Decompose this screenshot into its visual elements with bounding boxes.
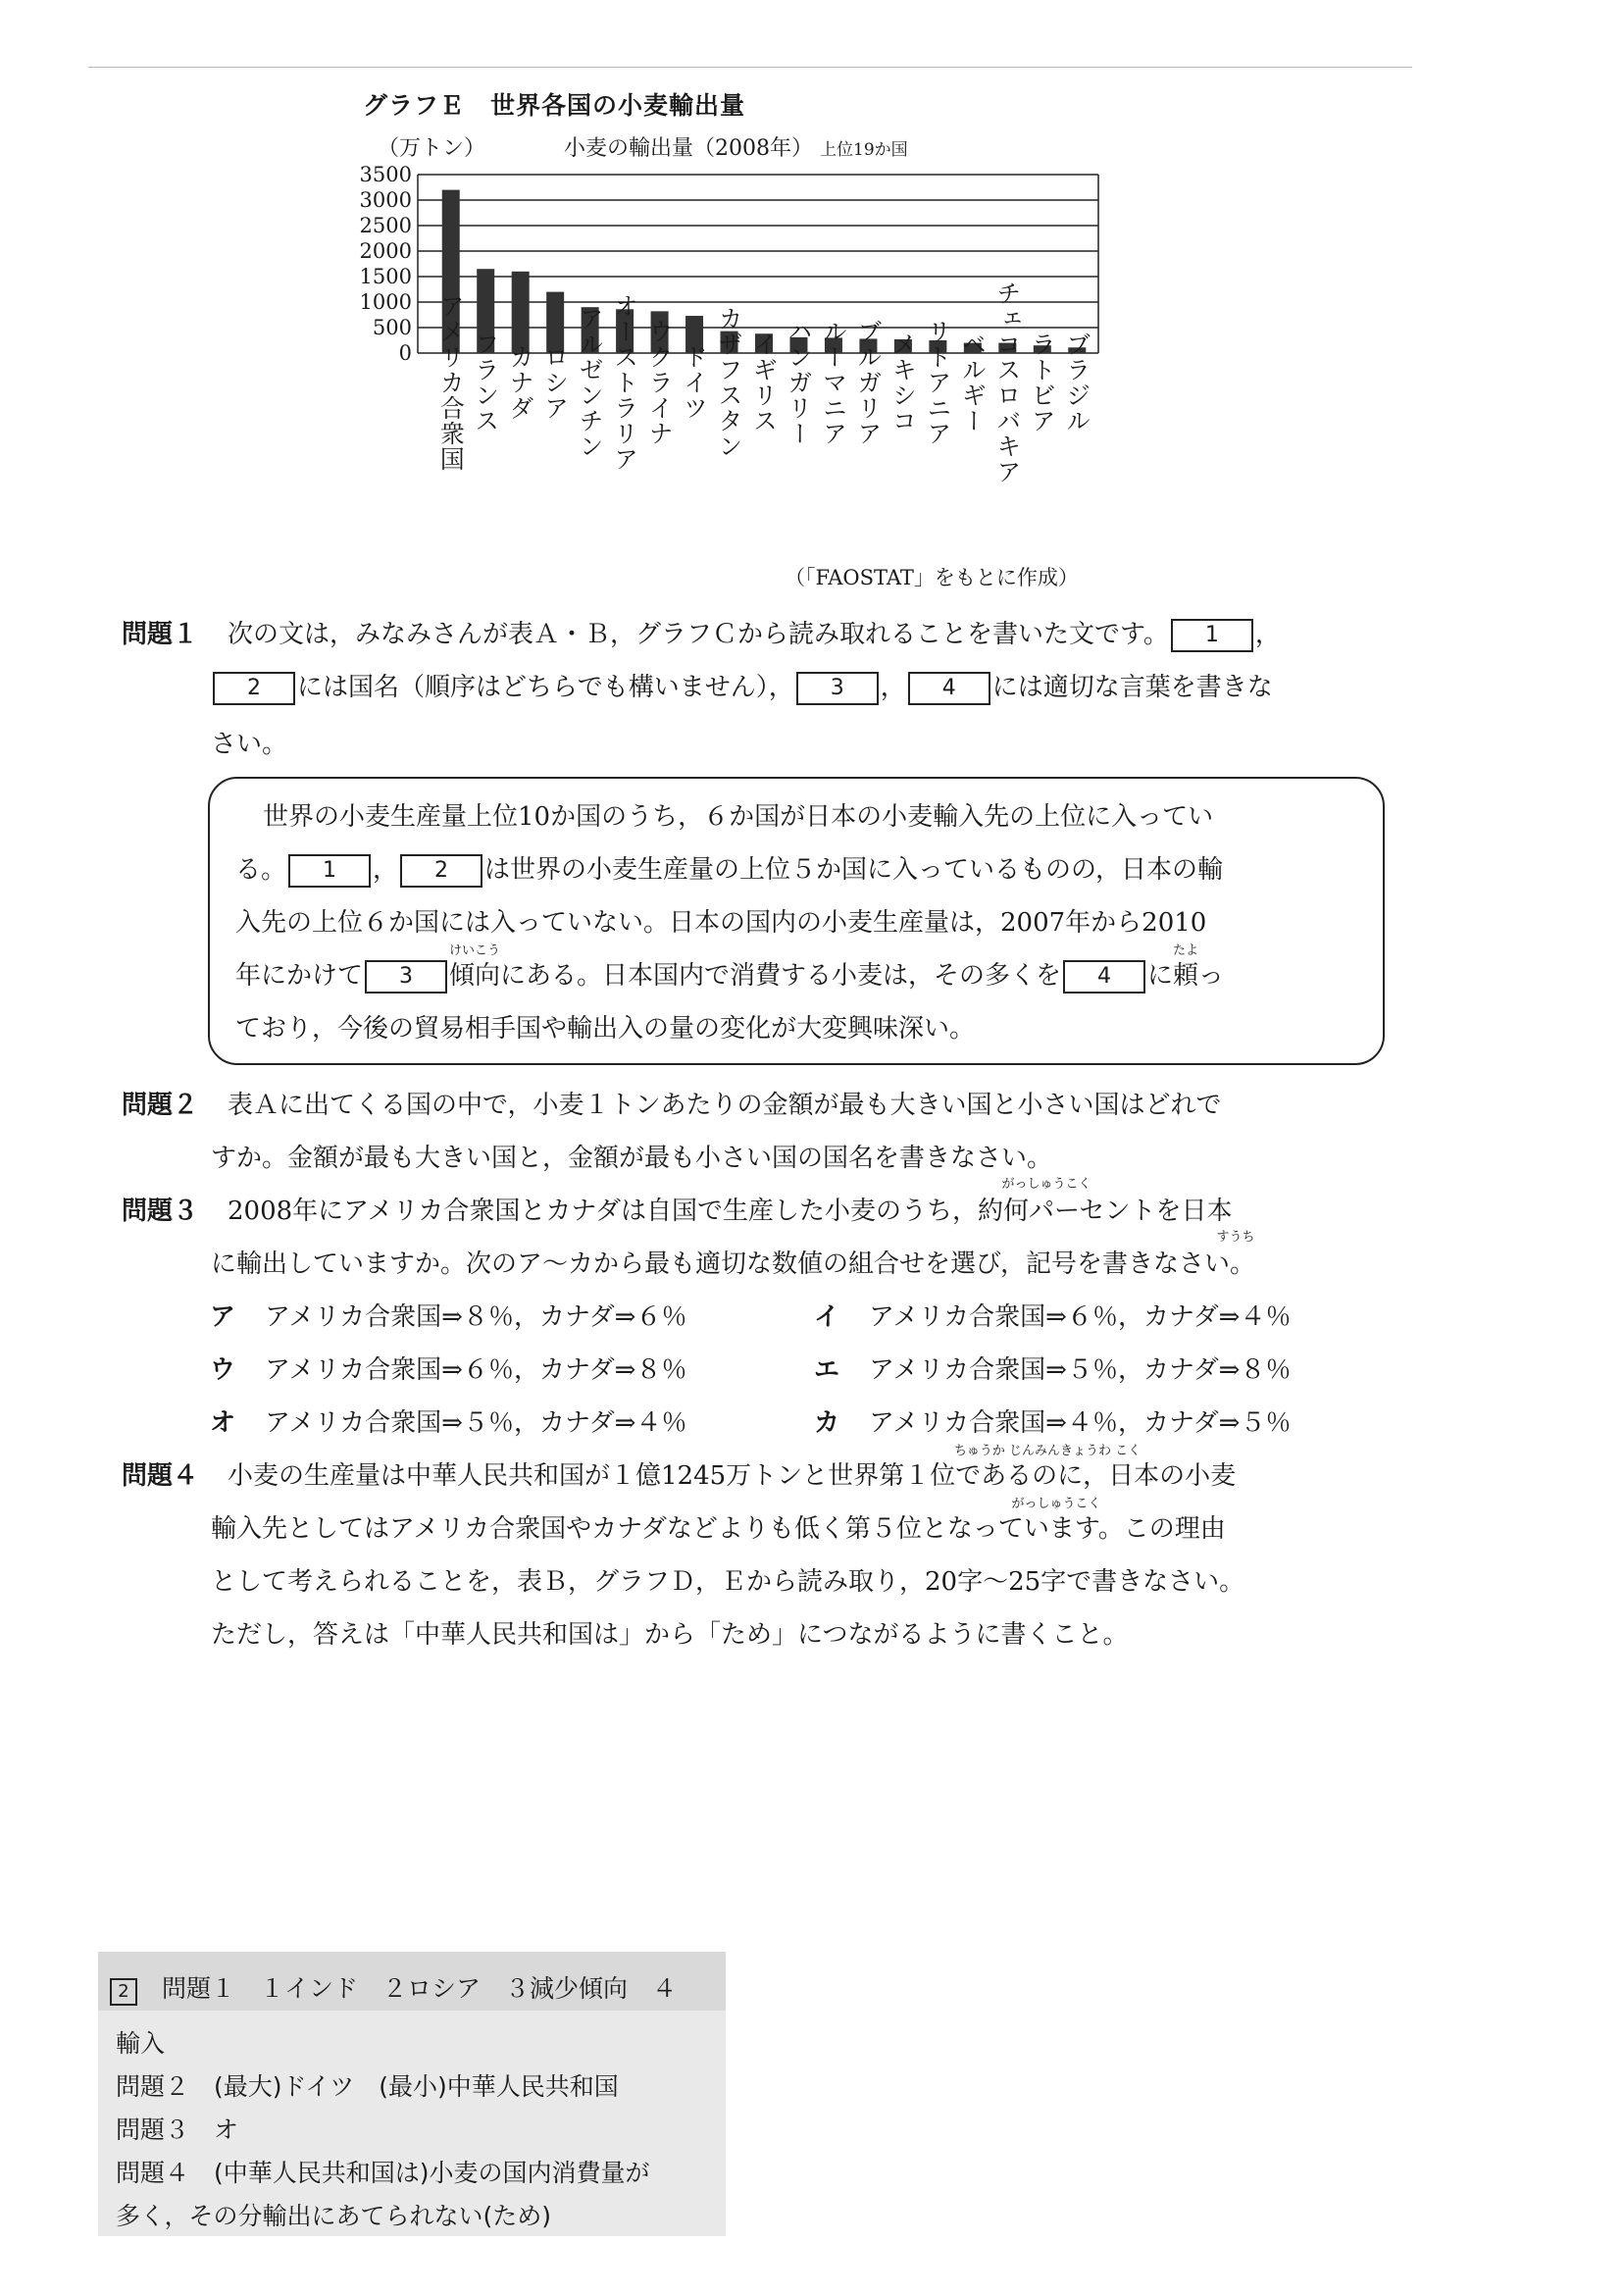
answer-box-3: 3 — [796, 672, 879, 705]
x-tick-label: オーストラリア — [610, 293, 639, 472]
x-tick-label: メキシコ — [888, 331, 918, 433]
x-tick-label: フランス — [471, 331, 500, 433]
q1-line1: 問題１ 次の文は，みなみさんが表Ａ・Ｂ，グラフＣから読み取れることを書いた文です。 1 ， — [122, 614, 1281, 652]
q1-text2b: には適切な言葉を書きな — [991, 673, 1273, 702]
passage-line4 — [235, 943, 1225, 994]
x-tick-label: ブラジル — [1062, 331, 1091, 433]
y-tick-label: 0 — [398, 341, 412, 365]
passage-l4a: 年にかけて — [235, 961, 364, 991]
q4-ruby2: がっしゅうこく — [1011, 1497, 1101, 1511]
q1-text2a: には国名（順序はどちらでも構いません）， — [297, 673, 794, 702]
passage-box-2: 2 — [400, 854, 482, 888]
graph-subtitle-small: 上位19か国 — [820, 140, 908, 160]
answer-box-4: 4 — [908, 672, 990, 705]
q3-line1 — [122, 1191, 1233, 1227]
answer-line5: 問題４ (中華人民共和国は)小麦の国内消費量が — [116, 2159, 650, 2187]
q3-text1: 2008年にアメリカ合衆国とカナダは自国で生産した小麦のうち，約何パーセントを日本 — [228, 1197, 1233, 1226]
ruby-keikou: けいこう — [449, 943, 501, 958]
passage-line2: る。 1 ， 2 は世界の小麦生産量の上位５か国に入っているものの，日本の輸 — [235, 849, 1223, 888]
bar — [512, 272, 530, 353]
y-tick-label: 2500 — [359, 214, 412, 237]
y-tick-label: 3000 — [359, 188, 412, 212]
choice-a: ア アメリカ合衆国⇒８％，カナダ⇒６％ — [210, 1302, 687, 1332]
x-tick-label: ブルガリア — [853, 319, 883, 446]
passage-l2a: る。 — [235, 855, 287, 885]
q1-line3: さい。 — [211, 730, 288, 759]
x-tick-label: ハンガリー — [784, 319, 813, 446]
passage-line3: 入先の上位６か国には入っていない。日本の国内の小麦生産量は，2007年から2010 — [235, 908, 1207, 938]
choice-o: オ アメリカ合衆国⇒５％，カナダ⇒４％ — [210, 1408, 687, 1438]
x-tick-label: ウクライナ — [645, 319, 675, 446]
choice-ka: カ アメリカ合衆国⇒４％，カナダ⇒５％ — [814, 1408, 1292, 1438]
q2-line1 — [122, 1085, 1221, 1121]
q4-line4: ただし，答えは「中華人民共和国は」から「ため」につながるように書くこと。 — [211, 1620, 1129, 1650]
x-tick-label: ベルギー — [958, 331, 988, 433]
x-tick-label: ルーマニア — [819, 319, 848, 446]
q3-ruby-gasshu: がっしゅうこく — [1001, 1177, 1091, 1192]
answer-line1: 2 問題１ １インド ２ロシア ３減少傾向 ４ — [110, 1969, 677, 2006]
q3-number: 問題３ — [122, 1197, 199, 1226]
y-tick-label: 3500 — [359, 163, 412, 186]
q4-line3: として考えられることを，表Ｂ，グラフＤ，Ｅから読み取り，20字～25字で書きなさい。 — [211, 1567, 1245, 1597]
q2-text1: 表Ａに出てくる国の中で，小麦１トンあたりの金額が最も大きい国と小さい国はどれで — [228, 1091, 1222, 1120]
q4-line2: 輸入先としてはアメリカ合衆国やカナダなどよりも低く第５位となっています。この理由 — [211, 1514, 1226, 1544]
q2-number: 問題２ — [122, 1091, 199, 1120]
q4-ruby1: ちゅうか じんみんきょうわ こく — [953, 1444, 1142, 1458]
passage-tayo: たよ に頼っ — [1147, 955, 1224, 992]
q1-line2: 2 には国名（順序はどちらでも構いません）， 3 ， 4 には適切な言葉を書きな — [211, 667, 1273, 705]
x-tick-label: イギリス — [749, 331, 779, 433]
q4-text1: 小麦の生産量は中華人民共和国が１億1245万トンと世界第１位であるのに，日本の小麦 — [228, 1461, 1237, 1491]
graph-source: （「FAOSTAT」をもとに作成） — [785, 566, 1079, 589]
q3-line2: に輸出していますか。次のア～カから最も適切な数値の組合せを選び，記号を書きなさい。 — [211, 1249, 1255, 1279]
q4-line1 — [122, 1455, 1236, 1492]
answer-box-2: 2 — [213, 672, 295, 705]
y-tick-label: 1000 — [359, 290, 412, 314]
x-tick-label: チェコスロバキア — [992, 280, 1022, 484]
passage-box-1: 1 — [288, 854, 371, 888]
graph-subtitle-main: 小麦の輸出量（2008年） — [564, 136, 813, 161]
answer-line6: 多く，その分輸出にあてられない(ため) — [116, 2202, 552, 2230]
answer-line2: 輸入 — [116, 2029, 166, 2058]
x-tick-label: アルゼンチン — [576, 306, 605, 459]
q1-number: 問題１ — [122, 620, 199, 649]
passage-box-3: 3 — [365, 960, 447, 994]
passage-l4c: にある。日本国内で消費する小麦は，その多くを — [500, 961, 1062, 991]
bar-chart — [343, 157, 1128, 569]
q2-line2: すか。金額が最も大きい国と，金額が最も小さい国の国名を書きなさい。 — [211, 1144, 1053, 1173]
x-tick-label: カザフスタン — [715, 306, 744, 459]
y-tick-label: 1500 — [359, 265, 412, 288]
y-tick-label: 500 — [372, 316, 412, 339]
x-tick-label: ラトビア — [1028, 331, 1057, 433]
q3-ruby-suuchi: すうち — [1216, 1230, 1255, 1245]
choice-i: イ アメリカ合衆国⇒６％，カナダ⇒４％ — [814, 1302, 1292, 1332]
top-rule — [88, 67, 1412, 68]
passage-keikou: けいこう 傾向 — [449, 955, 500, 992]
x-tick-label: ロシア — [540, 344, 570, 421]
graph-unit: （万トン） — [378, 136, 486, 161]
x-tick-label: カナダ — [506, 344, 535, 421]
passage-l2b: は世界の小麦生産量の上位５か国に入っているものの，日本の輸 — [484, 855, 1223, 885]
answer-line3: 問題２ (最大)ドイツ (最小)中華人民共和国 — [116, 2072, 619, 2101]
graph-title: グラフＥ 世界各国の小麦輸出量 — [363, 91, 746, 120]
passage-box-4: 4 — [1063, 960, 1145, 994]
choice-e: エ アメリカ合衆国⇒５％，カナダ⇒８％ — [814, 1355, 1292, 1385]
x-tick-label: アメリカ合衆国 — [436, 293, 466, 472]
y-tick-label: 2000 — [359, 239, 412, 263]
passage-line5: ており，今後の貿易相手国や輸出入の量の変化が大変興味深い。 — [235, 1014, 976, 1044]
answer-box-1: 1 — [1171, 619, 1253, 652]
passage-line1: 世界の小麦生産量上位10か国のうち，６か国が日本の小麦輸入先の上位に入ってい — [263, 802, 1214, 832]
x-tick-label: リトアニア — [923, 319, 952, 446]
section-mark: 2 — [110, 1978, 137, 2006]
x-tick-label: ドイツ — [680, 344, 709, 421]
ruby-tayo: たよ — [1173, 943, 1199, 958]
q1-text1: 次の文は，みなみさんが表Ａ・Ｂ，グラフＣから読み取れることを書いた文です。 — [228, 620, 1169, 649]
choice-u: ウ アメリカ合衆国⇒６％，カナダ⇒８％ — [210, 1355, 687, 1385]
q4-number: 問題４ — [122, 1461, 199, 1491]
answer-line4: 問題３ オ — [116, 2116, 239, 2144]
